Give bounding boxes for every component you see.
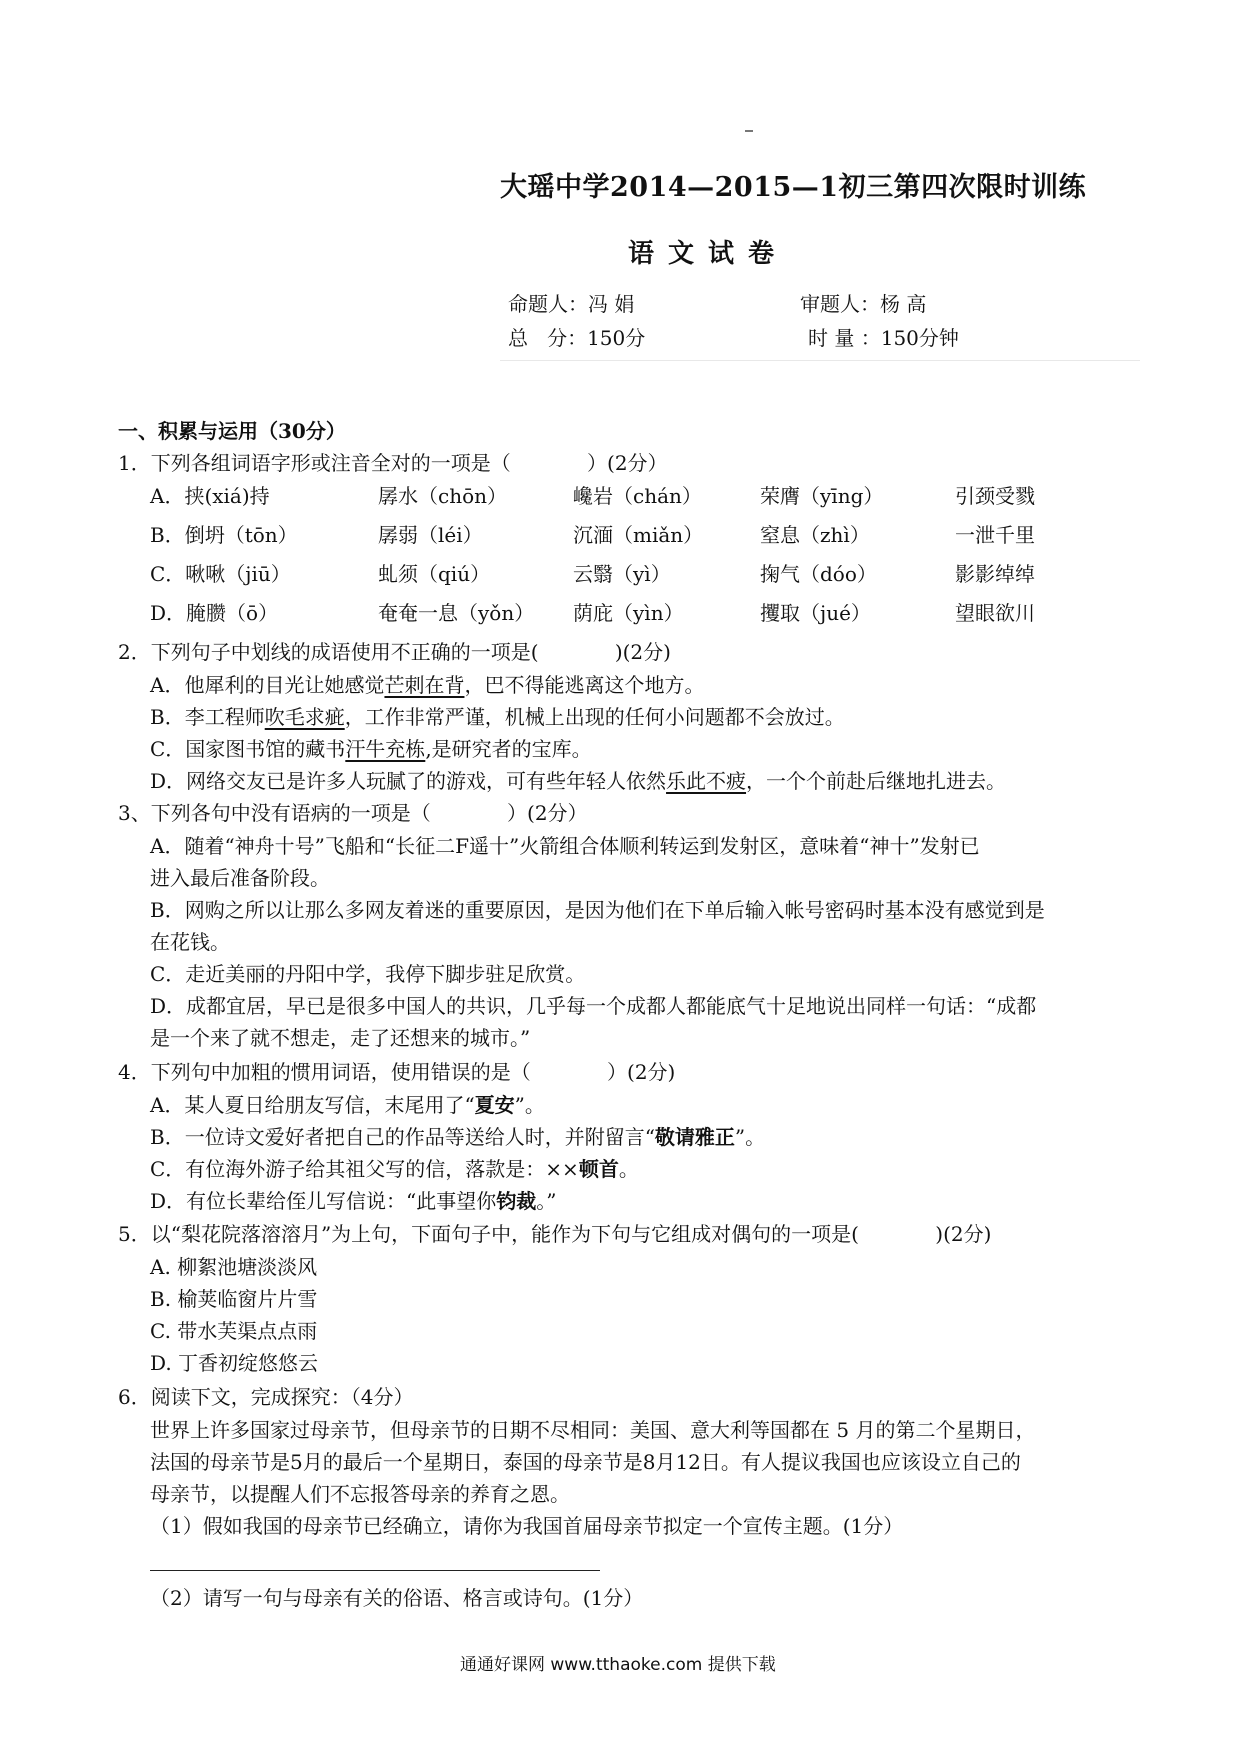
q4-option-c [150, 1153, 639, 1182]
q5-stem: 5．以“梨花院落溶溶月”为上句，下面句子中，能作为下句与它组成对偶句的一项是( )(2分) [118, 1222, 992, 1246]
q4-option-a [150, 1089, 545, 1118]
reviewer-label: 审题人：杨 高 [800, 292, 927, 316]
q3-option-b-line1: B．网购之所以让那么多网友着迷的重要原因，是因为他们在下单后输入帐号密码时基本没有感觉到是 [150, 898, 1045, 922]
q4-a-text: A．某人夏日给朋友写信，末尾用了“ [150, 1093, 475, 1117]
q1-d-1: D．腌臜（ō） [150, 601, 279, 625]
total-score-label: 总 分：150分 [508, 326, 646, 350]
q4-c-bold: 顿首 [578, 1157, 619, 1181]
exam-subtitle: 语文试卷 [628, 239, 789, 269]
q2-c-text: C．国家图书馆的藏书 [150, 737, 346, 761]
exam-title: 大瑶中学2014—2015—1初三第四次限时训练 [500, 172, 1087, 203]
q3-option-a-line2: 进入最后准备阶段。 [150, 866, 330, 890]
q3-option-c: C．走近美丽的丹阳中学，我停下脚步驻足欣赏。 [150, 962, 586, 986]
q2-option-b [150, 701, 845, 730]
q2-option-d [150, 765, 1006, 794]
q2-d-text: D．网络交友已是许多人玩腻了的游戏，可有些年轻人依然 [150, 769, 667, 793]
q1-a-3: 巉岩（chán） [573, 484, 702, 508]
q4-option-d [150, 1185, 557, 1214]
q1-b-4: 窒息（zhì） [760, 523, 870, 547]
q4-option-b [150, 1121, 765, 1150]
q2-a-text: A．他犀利的目光让她感觉 [150, 673, 385, 697]
q4-stem: 4．下列句中加粗的惯用词语，使用错误的是（ ）(2分) [118, 1060, 676, 1084]
q1-d-4: 攫取（jué） [760, 601, 871, 625]
q4-d-text: D．有位长辈给侄儿写信说：“此事望你 [150, 1189, 497, 1213]
q2-b-text: B．李工程师 [150, 705, 265, 729]
q4-b-bold: 敬请雅正 [654, 1125, 735, 1149]
q5-option-a: A. 柳絮池塘淡淡风 [150, 1255, 318, 1279]
q3-option-a-line1: A．随着“神舟十号”飞船和“长征二F遥十”火箭组合体顺利转运到发射区，意味着“神十”发射已 [150, 834, 980, 858]
q1-c-5: 影影绰绰 [955, 562, 1035, 586]
section-title: 一、积累与运用（30分） [118, 419, 346, 443]
q1-stem: 1．下列各组词语字形或注音全对的一项是（ ）(2分） [118, 451, 668, 475]
q6-sub2: （2）请写一句与母亲有关的俗语、格言或诗句。(1分） [150, 1586, 644, 1610]
q4-b-rest: ”。 [734, 1125, 766, 1149]
q3-option-d-line2: 是一个来了就不想走，走了还想来的城市。” [150, 1026, 531, 1050]
q3-stem: 3、下列各句中没有语病的一项是（ ）(2分） [118, 801, 588, 825]
q1-b-5: 一泄千里 [955, 523, 1035, 547]
q5-option-c: C. 带水芙渠点点雨 [150, 1319, 318, 1343]
q2-c-underlined: 汗牛充栋 [345, 737, 426, 761]
setter-label: 命题人：冯 娟 [508, 292, 635, 316]
scan-speck [745, 130, 753, 132]
q6-passage-line1: 世界上许多国家过母亲节，但母亲节的日期不尽相同：美国、意大利等国都在 5 月的第二个星期日， [150, 1418, 1036, 1442]
q4-a-bold: 夏安 [474, 1093, 515, 1117]
q2-a-rest: ，巴不得能逃离这个地方。 [464, 673, 705, 697]
q1-b-1: B．倒坍（tōn） [150, 523, 298, 547]
q2-b-rest: ，工作非常严谨，机械上出现的任何小问题都不会放过。 [344, 705, 845, 729]
q1-d-5: 望眼欲川 [955, 601, 1035, 625]
q1-a-1: A．挟(xiá)持 [150, 484, 270, 508]
q2-stem: 2．下列句子中划线的成语使用不正确的一项是( )(2分) [118, 640, 671, 664]
q2-c-rest: ,是研究者的宝库。 [425, 737, 592, 761]
q4-d-bold: 钧裁 [496, 1189, 537, 1213]
q2-option-a [150, 669, 704, 698]
q1-d-2: 奄奄一息（yǒn） [378, 601, 535, 625]
q4-b-text: B．一位诗文爱好者把自己的作品等送给人时，并附留言“ [150, 1125, 655, 1149]
q1-a-4: 荣膺（yīng） [760, 484, 884, 508]
q1-c-2: 虬须（qiú） [378, 562, 491, 586]
q4-a-rest: ”。 [514, 1093, 545, 1117]
q1-b-3: 沉湎（miǎn） [573, 523, 704, 547]
header-divider [500, 360, 1140, 361]
q1-c-4: 掬气（dóo） [760, 562, 877, 586]
q5-option-d: D. 丁香初绽悠悠云 [150, 1351, 319, 1375]
q2-b-underlined: 吹毛求疵 [264, 705, 345, 729]
q1-c-1: C．啾啾（jiū） [150, 562, 291, 586]
q6-passage-line3: 母亲节，以提醒人们不忘报答母亲的养育之恩。 [150, 1482, 570, 1506]
q4-d-rest: 。” [536, 1189, 557, 1213]
q2-d-rest: ，一个个前赴后继地扎进去。 [746, 769, 1007, 793]
q1-a-5: 引颈受戮 [955, 484, 1035, 508]
footer-credit: 通通好课网 www.tthaoke.com 提供下载 [460, 1655, 776, 1675]
time-limit-label: 时 量 ：150分钟 [808, 326, 959, 350]
q4-c-rest: 。 [618, 1157, 639, 1181]
q1-b-2: 孱弱（léi） [378, 523, 483, 547]
q3-option-b-line2: 在花钱。 [150, 930, 230, 954]
q1-c-3: 云翳（yì） [573, 562, 671, 586]
q1-a-2: 孱水（chōn） [378, 484, 508, 508]
q4-c-text: C．有位海外游子给其祖父写的信，落款是：×× [150, 1157, 579, 1181]
q2-d-underlined: 乐此不疲 [666, 769, 747, 793]
q2-a-underlined: 芒刺在背 [384, 673, 465, 697]
q5-option-b: B. 榆荚临窗片片雪 [150, 1287, 318, 1311]
q2-option-c [150, 733, 592, 762]
q1-d-3: 荫庇（yìn） [573, 601, 684, 625]
q6-passage-line2: 法国的母亲节是5月的最后一个星期日，泰国的母亲节是8月12日。有人提议我国也应该设立自己的 [150, 1450, 1021, 1474]
q6-sub1: （1）假如我国的母亲节已经确立，请你为我国首届母亲节拟定一个宣传主题。(1分） [150, 1514, 904, 1538]
q6-answer-line [150, 1570, 600, 1571]
q3-option-d-line1: D．成都宜居，早已是很多中国人的共识，几乎每一个成都人都能底气十足地说出同样一句话：“成都 [150, 994, 1037, 1018]
q6-stem: 6．阅读下文，完成探究：（4分） [118, 1385, 414, 1409]
